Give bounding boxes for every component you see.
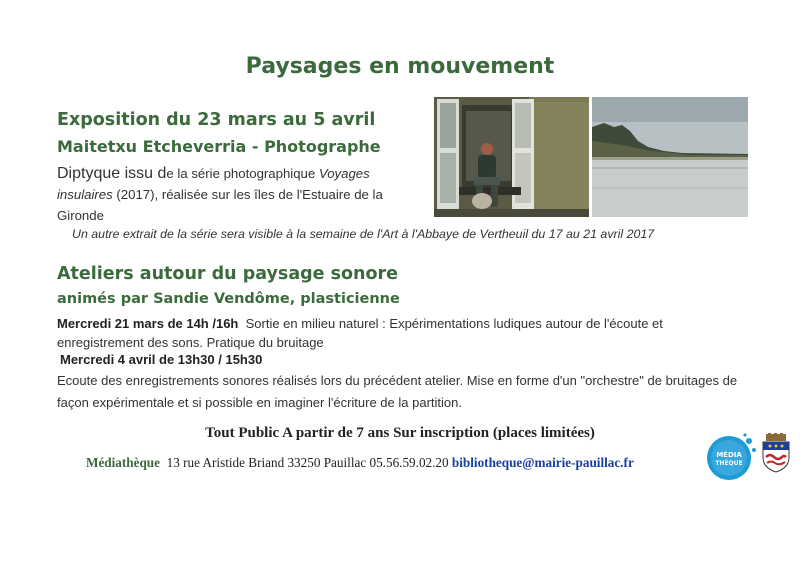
coat-of-arms-icon	[760, 433, 792, 473]
logo-text-1: MÉDIA	[716, 451, 742, 459]
address-phone: 13 rue Aristide Briand 33250 Pauillac 05.56.59.02.20	[166, 455, 449, 470]
diptych-desc-part1: e la série photographique	[166, 166, 319, 181]
session-1-date: Mercredi 21 mars de 14h /16h	[57, 316, 239, 331]
diptych-desc-part2: (2017), réalisée sur les îles de l'Estuaire de la Gironde	[57, 187, 383, 223]
session-1-description: Sortie en milieu naturel : Expérimentations ludiques autour de l'écoute et enregistrement des sons. Pratique du bruitage	[57, 316, 663, 350]
session-2-description: Ecoute des enregistrements sonores réalisés lors du précédent atelier. Mise en forme d'un "orchestre" de bruitages de façon expérimentale et si possible en imaginer l'écriture de la partition.	[57, 373, 738, 410]
series-title: Voyages insulaires	[57, 166, 370, 202]
library-name: Médiathèque	[86, 455, 160, 470]
session-2-date: Mercredi 4 avril de 13h30 / 15h30	[60, 352, 263, 367]
diptych-desc-lead: Diptyque issu d	[57, 165, 167, 182]
photographer-line: Maitetxu Etcheverria - Photographe	[57, 137, 381, 156]
extract-note: Un autre extrait de la série sera visible à la semaine de l'Art à l'Abbaye de Vertheuil du 17 au 21 avril 2017	[72, 227, 655, 241]
logo-text-2: THÈQUE	[715, 460, 743, 467]
page-title: Paysages en mouvement	[245, 54, 555, 79]
session-1	[57, 314, 747, 352]
diptych-description	[57, 163, 402, 226]
email-link[interactable]: bibliotheque@mairie-pauillac.fr	[451, 455, 634, 470]
public-info: Tout Public A partir de 7 ans Sur inscription (places limitées)	[205, 425, 595, 441]
exposition-heading: Exposition du 23 mars au 5 avril	[57, 110, 376, 130]
contact-line	[86, 455, 634, 471]
photo-estuary	[592, 97, 748, 217]
animators-line: animés par Sandie Vendôme, plasticienne	[57, 291, 400, 307]
photo-doorway	[434, 97, 589, 217]
mediatheque-logo	[705, 432, 757, 484]
ateliers-heading: Ateliers autour du paysage sonore	[57, 264, 399, 284]
